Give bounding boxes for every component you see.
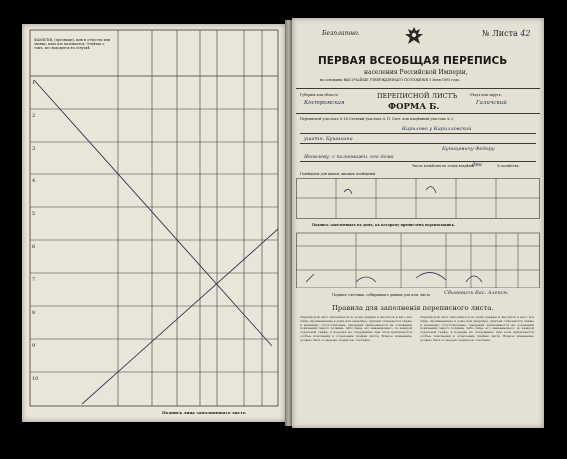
row-number: 6	[32, 244, 36, 250]
right-page	[292, 18, 544, 428]
imperial-eagle-icon	[402, 24, 426, 48]
province-label: Губернія или область:	[300, 93, 339, 97]
row-number: 7	[32, 277, 36, 283]
signature-label: Подпись счетчика, собиравшаго данные для пом. листа	[332, 293, 431, 297]
row-number: 3	[32, 146, 36, 152]
row-number: 1	[32, 80, 36, 86]
household-table	[296, 178, 540, 288]
census-basis: на основаніи ВЫСОЧАЙШЕ УТВЕРЖДЕННАГО ПОЛОЖЕНІЯ 5 Іюня 1895 года.	[320, 78, 461, 82]
census-subtitle: населения Российской Имперіи,	[364, 69, 468, 76]
row-number: 9	[32, 343, 36, 349]
county-label: Уѣздъ или округъ:	[470, 93, 502, 97]
rooms-label: Помѣщеніе для жилья, жилыхъ помѣщеній	[300, 172, 376, 176]
form-divider	[296, 113, 540, 114]
owner-value: ушатн. Бушихина	[304, 136, 353, 142]
census-section-line: Переписной участокъ № 14 Счетный участокъ № 11 Счет. или владѣнный участокъ № 2	[300, 117, 454, 121]
sheet-number-label	[482, 30, 531, 38]
rules-text-col2: Переписной лист заполняется по всем графам и вносится в него все лица, проживающие в доме или квартире, причем отмечаются также и временно отсутствующие. Сведения записываются на основании показаний самого хозяина, либо лица, его заменяющего, по каждой отдельной графе, в порядке их следования; при этом прилагаются особые пояснения к отдельным графам листа. Всякое изменение должно быть оговорено подписью счетчика.	[420, 316, 534, 342]
left-page	[22, 24, 285, 422]
left-page-grid	[22, 24, 285, 422]
left-header-text: ФАМИЛІЯ, (прозвище), имя и отчество или звание, какъ кто называется. Отмѣтка о томъ, кто находится въ отлучкѣ	[34, 38, 111, 50]
row-number: 10	[32, 376, 39, 382]
county-value: Галичский	[476, 100, 507, 106]
household-count-label: Число хозяйствъ въ этомъ владѣніи	[412, 164, 475, 168]
form-name: ФОРМА Б.	[388, 102, 440, 112]
book-gutter	[285, 20, 292, 426]
place-value: Кирилово у Кирилловской	[402, 126, 472, 132]
rules-text-col1: Переписной лист заполняется по всем графам и вносится в него все лица, проживающие в доме или квартире, причем отмечаются также и временно отсутствующие. Сведения записываются на основании показаний самого хозяина, либо лица, его заменяющего, по каждой отдельной графе, в порядке их следования; при этом прилагаются особые пояснения к отдельным графам листа. Всякое изменение должно быть оговорено подписью счетчика.	[300, 316, 412, 342]
household-number-label: № хозяйства	[497, 164, 519, 168]
household-count-value: два	[472, 162, 482, 168]
census-title: ПЕРВАЯ ВСЕОБЩАЯ ПЕРЕПИСЬ	[318, 55, 508, 67]
form-title: ПЕРЕПИСНОЙ ЛИСТЪ	[377, 92, 458, 100]
free-label: Безплатно.	[322, 30, 360, 37]
signature-value: Сбыкевичъ Вас. Алексѣ	[444, 290, 508, 296]
header-divider	[296, 88, 540, 89]
province-value: Костромская	[304, 100, 345, 106]
row-number: 2	[32, 113, 36, 119]
settlement-value: Буницевичу Федору	[442, 146, 495, 152]
left-footer-signature-label: Подпись лица заполнявшаго листъ	[162, 410, 246, 415]
row-number: 4	[32, 178, 36, 184]
row-number: 8	[32, 310, 36, 316]
row-number: 5	[32, 211, 36, 217]
house-value: Яковлеву, с полноважн. его дома	[304, 154, 394, 160]
sheet-number: 42	[520, 29, 531, 38]
rules-title: Правила для заполненія переписного листа.	[332, 304, 494, 312]
sheet-label: № Листа	[482, 29, 518, 38]
section-title: Подпись заявленныхъ въ домъ, къ которому причисленъ переписьщикъ.	[312, 223, 456, 227]
